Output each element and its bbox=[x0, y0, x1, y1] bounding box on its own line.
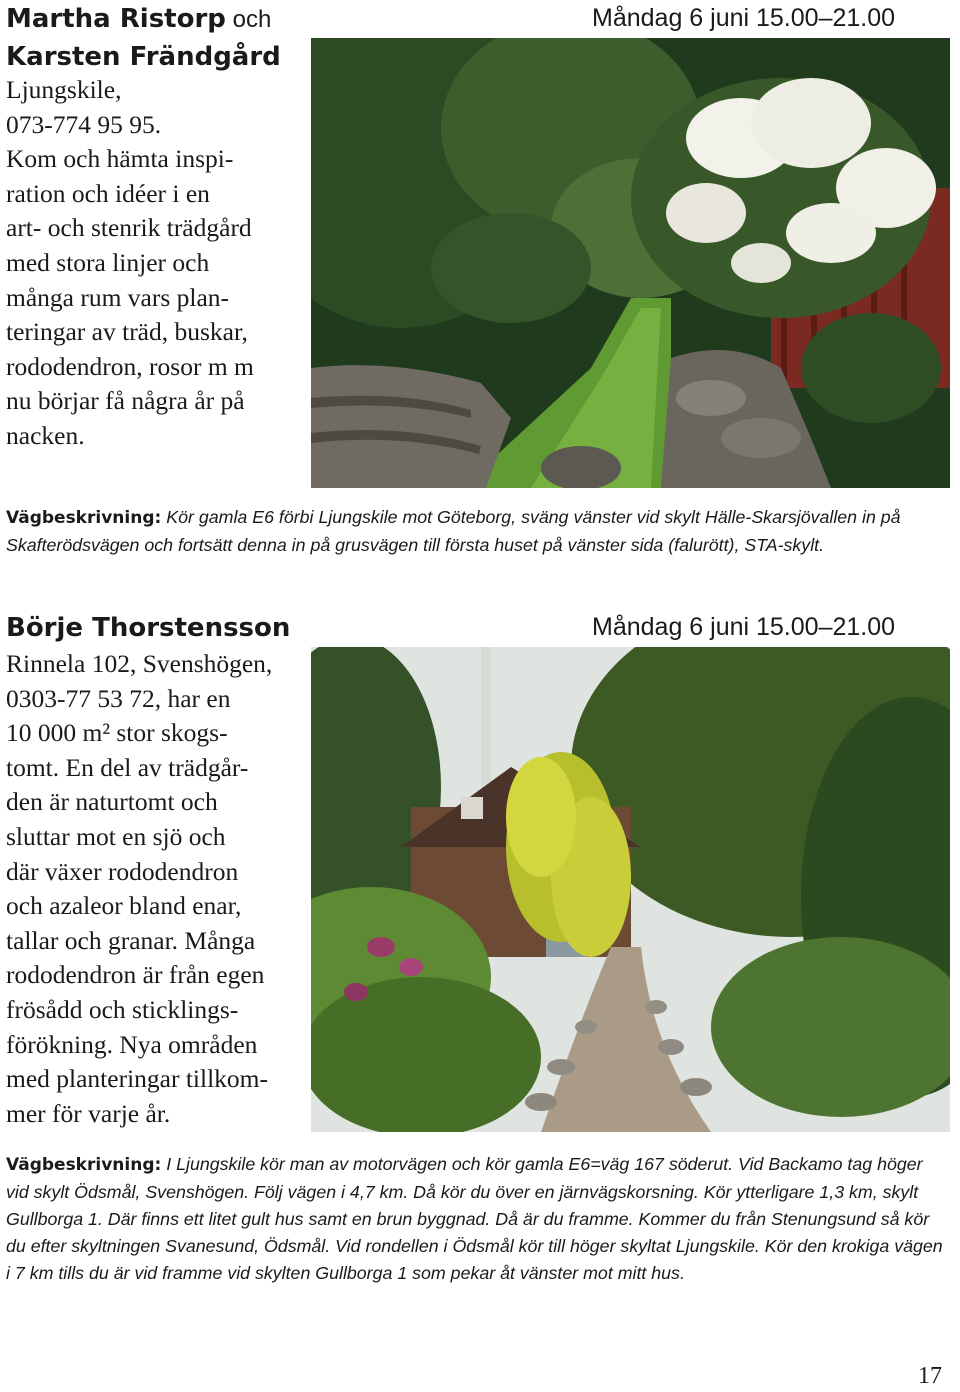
section2-date: Måndag 6 juni 15.00–21.00 bbox=[592, 613, 896, 641]
section2-directions-label: Vägbeskrivning: bbox=[6, 1155, 162, 1175]
section2-directions bbox=[6, 1151, 950, 1287]
text-line: förökning. Nya områden bbox=[6, 1029, 258, 1059]
section1-directions-label: Vägbeskrivning: bbox=[6, 508, 162, 528]
text-line: och azaleor bland enar, bbox=[6, 891, 242, 921]
section1-directions bbox=[6, 504, 950, 559]
text-line: mer för varje år. bbox=[6, 1098, 171, 1128]
text-line: många rum vars plan- bbox=[6, 282, 230, 312]
section1-name-secondary: Karsten Frändgård bbox=[6, 42, 281, 72]
text-line: tallar och granar. Många bbox=[6, 925, 256, 955]
text-line: 10 000 m² stor skogs- bbox=[6, 718, 228, 748]
text-line: Ljungskile, bbox=[6, 75, 122, 104]
text-line: Kom och hämta inspi- bbox=[6, 144, 234, 174]
text-line: där växer rododendron bbox=[6, 856, 239, 886]
text-line: rododendron är från egen bbox=[6, 960, 265, 990]
garden-photo-2-image bbox=[311, 647, 950, 1132]
section1-text bbox=[6, 73, 311, 454]
text-line: nacken. bbox=[6, 420, 85, 450]
text-line: Rinnela 102, Svenshögen, bbox=[6, 649, 273, 678]
section2-text bbox=[6, 647, 311, 1131]
text-line: ration och idéer i en bbox=[6, 178, 210, 208]
section1-header bbox=[6, 2, 306, 74]
text-line: teringar av träd, buskar, bbox=[6, 317, 248, 347]
text-line: rododendron, rosor m m bbox=[6, 351, 254, 381]
section1-date: Måndag 6 juni 15.00–21.00 bbox=[592, 4, 896, 32]
text-line: 073-774 95 95. bbox=[6, 109, 162, 139]
garden-photo-1-image bbox=[311, 38, 950, 488]
section1-name-primary: Martha Ristorp bbox=[6, 4, 226, 34]
text-line: art- och stenrik trädgård bbox=[6, 213, 252, 243]
section2-name: Börje Thorstensson bbox=[6, 613, 291, 643]
garden-photo-1 bbox=[311, 38, 950, 488]
text-line: tomt. En del av trädgår- bbox=[6, 752, 249, 782]
page-number: 17 bbox=[918, 1363, 942, 1389]
text-line: med planteringar tillkom- bbox=[6, 1064, 269, 1094]
text-line: 0303-77 53 72, har en bbox=[6, 683, 231, 713]
garden-photo-2 bbox=[311, 647, 950, 1132]
text-line: sluttar mot en sjö och bbox=[6, 821, 226, 851]
text-line: den är naturtomt och bbox=[6, 787, 218, 817]
section2-directions-text: I Ljungskile kör man av motorvägen och kör gamla E6=väg 167 söderut. Vid Backamo tag höger vid skylt Ödsmål, Svenshögen. Följ vägen i 4,7 km. Då kör du över en järnvägskorsning. Kör ytterligare 1,3 km, skylt Gullborga 1. Där finns ett litet gult hus samt en brun byggnad. Då är du framme. Kommer du från Stenungsund så kör du efter skyltningen Svanesund, Ödsmål. Vid rondellen i Ödsmål kör till höger skyltat Ljungskile. Kör den krokiga vägen i 7 km tills du är vid framme vid skylten Gullborga 1 som pekar åt vänster mot mitt hus. bbox=[6, 1154, 943, 1283]
section1-directions-text: Kör gamla E6 förbi Ljungskile mot Göteborg, sväng vänster vid skylt Hälle-Skarsjövallen in på Skafterödsvägen och fortsätt denna in på grusvägen till första huset på vänster sida (falurött), STA-skylt. bbox=[6, 507, 901, 555]
section1-name-connector: och bbox=[225, 6, 272, 33]
text-line: frösådd och sticklings- bbox=[6, 994, 239, 1024]
text-line: med stora linjer och bbox=[6, 247, 210, 277]
text-line: nu börjar få några år på bbox=[6, 386, 245, 416]
